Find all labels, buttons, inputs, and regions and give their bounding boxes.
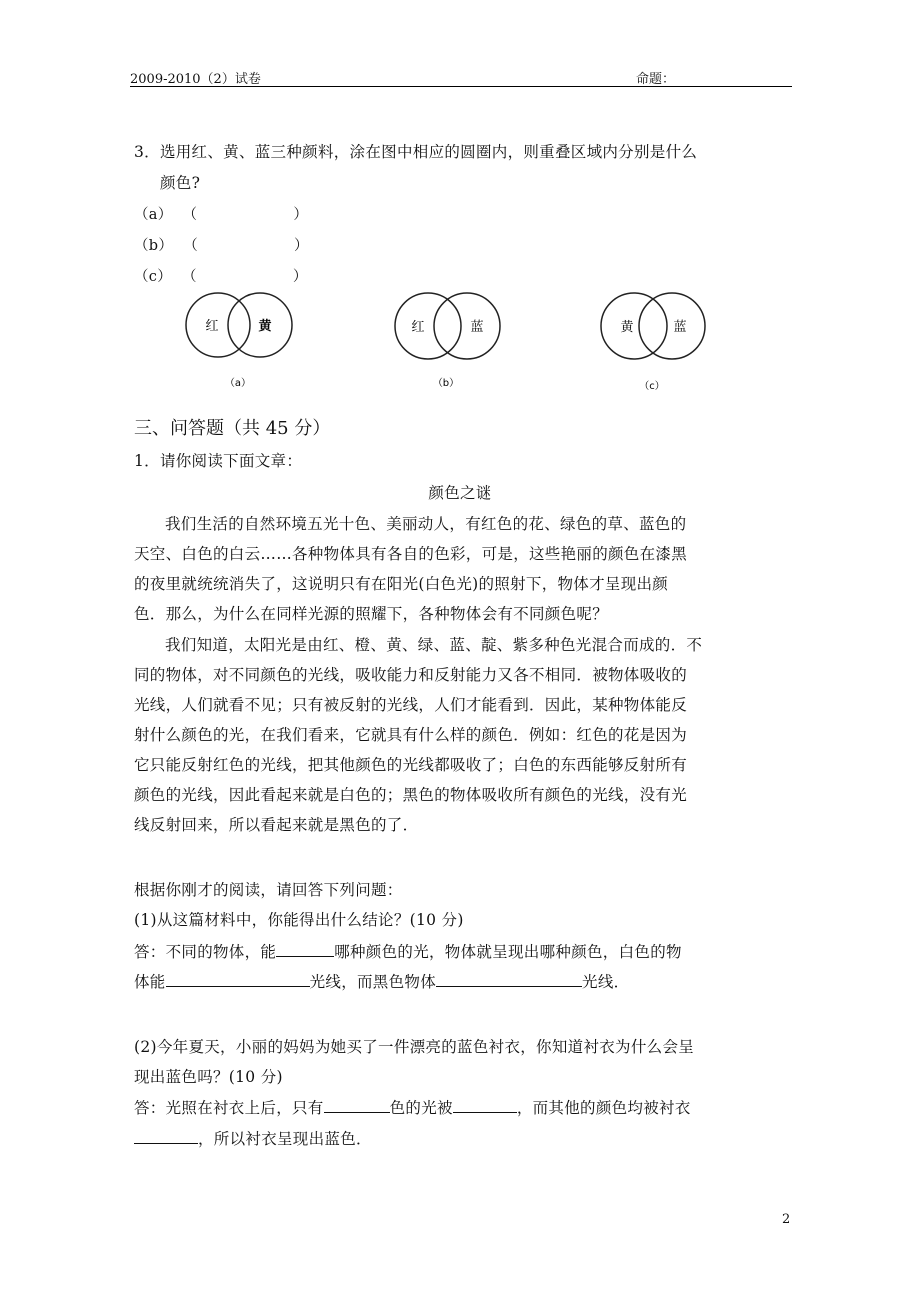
q3-blank-a-label: （a） bbox=[134, 207, 173, 223]
sub1-ans1-a: 答：不同的物体，能 bbox=[134, 943, 277, 961]
q3-blank-b-label: （b） bbox=[134, 238, 174, 254]
q1-intro: 1．请你阅读下面文章： bbox=[134, 452, 303, 470]
sub1-ans2-c: 光线． bbox=[582, 973, 630, 991]
sub1-ans2-a: 体能 bbox=[134, 973, 166, 991]
para2-line5: 它只能反射红色的光线，把其他颜色的光线都吸收了；白色的东西能够反射所有 bbox=[134, 756, 688, 774]
sub1-answer-line1 bbox=[134, 940, 682, 962]
q3-blank-b-close: ） bbox=[294, 238, 309, 254]
q3-blank-b-open: （ bbox=[183, 238, 198, 254]
sub2-question-line1: (2)今年夏天，小丽的妈妈为她买了一件漂亮的蓝色衬衣，你知道衬衣为什么会呈 bbox=[134, 1038, 695, 1056]
header-author-label: 命题： bbox=[636, 72, 676, 87]
venn-b-left-label: 红 bbox=[411, 320, 425, 335]
para1-line4: 色．那么，为什么在同样光源的照耀下，各种物体会有不同颜色呢？ bbox=[134, 605, 609, 623]
para2-line2: 同的物体，对不同颜色的光线，吸收能力和反射能力又各不相同．被物体吸收的 bbox=[134, 666, 688, 684]
sub2-ans2-a: ，所以衬衣呈现出蓝色． bbox=[198, 1130, 372, 1148]
para2-line4: 射什么颜色的光，在我们看来，它就具有什么样的颜色．例如：红色的花是因为 bbox=[134, 726, 688, 744]
answer-prompt: 根据你刚才的阅读，请回答下列问题： bbox=[134, 881, 403, 899]
para2-line7: 线反射回来，所以看起来就是黑色的了． bbox=[134, 816, 419, 834]
sub1-question: (1)从这篇材料中，你能得出什么结论？(10 分) bbox=[134, 911, 464, 929]
q3-blank-c-close: ） bbox=[292, 269, 308, 285]
sub1-ans1-b: 哪种颜色的光，物体就呈现出哪种颜色，白色的物 bbox=[334, 943, 682, 961]
q3-blank-c-open: （ bbox=[182, 269, 197, 285]
venn-a-caption: （a） bbox=[224, 378, 252, 389]
q3-blank-b bbox=[134, 234, 309, 255]
header-exam-title: 2009-2010（2）试卷 bbox=[130, 72, 261, 87]
venn-c-right-label: 蓝 bbox=[673, 320, 687, 335]
sub1-ans2-b: 光线，而黑色物体 bbox=[309, 973, 437, 991]
sub2-ans1-c: ，而其他的颜色均被衬衣 bbox=[516, 1099, 691, 1117]
sub1-blank-1[interactable] bbox=[276, 942, 334, 957]
venn-diagram-a bbox=[186, 293, 292, 389]
page-number: 2 bbox=[782, 1212, 791, 1227]
venn-diagram-b bbox=[395, 293, 500, 389]
para2-line6: 颜色的光线，因此看起来就是白色的；黑色的物体吸收所有颜色的光线，没有光 bbox=[134, 786, 688, 804]
q3-blank-a-close: ） bbox=[293, 207, 309, 223]
para1-line2: 天空、白色的白云……各种物体具有各自的色彩，可是，这些艳丽的颜色在漆黑 bbox=[134, 545, 688, 563]
para2-line3: 光线，人们就看不见；只有被反射的光线，人们才能看到．因此，某种物体能反 bbox=[134, 696, 688, 714]
sub1-answer-line2 bbox=[134, 970, 629, 992]
sub2-blank-3[interactable] bbox=[134, 1129, 198, 1144]
sub1-blank-3[interactable] bbox=[436, 972, 582, 987]
para1-line1: 我们生活的自然环境五光十色、美丽动人，有红色的花、绿色的草、蓝色的 bbox=[165, 515, 687, 533]
sub1-blank-2[interactable] bbox=[166, 972, 310, 987]
venn-c-caption: （c） bbox=[639, 381, 665, 392]
sub2-ans1-b: 色的光被 bbox=[389, 1099, 453, 1117]
para1-line3: 的夜里就统统消失了，这说明只有在阳光(白色光)的照射下，物体才呈现出颜 bbox=[134, 575, 669, 593]
venn-diagrams bbox=[0, 285, 920, 400]
sub2-answer-line2 bbox=[134, 1127, 372, 1149]
q3-blank-a-open: （ bbox=[182, 207, 198, 223]
q3-blank-a bbox=[134, 203, 308, 224]
q3-blank-c-label: （c） bbox=[134, 269, 173, 285]
venn-a-left-label: 红 bbox=[205, 319, 219, 334]
sub2-answer-line1 bbox=[134, 1096, 691, 1118]
q3-blank-c bbox=[134, 265, 308, 286]
q3-stem-line2: 颜色? bbox=[160, 174, 201, 192]
venn-b-right-label: 蓝 bbox=[470, 320, 484, 335]
venn-diagram-c bbox=[601, 293, 705, 392]
venn-b-caption: （b） bbox=[432, 378, 460, 389]
para2-line1: 我们知道，太阳光是由红、橙、黄、绿、蓝、靛、紫多种色光混合而成的．不 bbox=[165, 636, 703, 654]
article-title: 颜色之谜 bbox=[428, 484, 492, 502]
sub2-ans1-a: 答：光照在衬衣上后，只有 bbox=[134, 1099, 324, 1117]
q3-stem-line1: 3．选用红、黄、蓝三种颜料，涂在图中相应的圆圈内，则重叠区域内分别是什么 bbox=[134, 143, 698, 161]
venn-a-right-label: 黄 bbox=[258, 319, 272, 334]
sub2-blank-2[interactable] bbox=[453, 1098, 517, 1113]
venn-c-left-label: 黄 bbox=[620, 320, 634, 335]
section-title: 三、问答题（共 45 分） bbox=[134, 418, 331, 439]
sub2-question-line2: 现出蓝色吗？(10 分) bbox=[134, 1068, 283, 1086]
sub2-blank-1[interactable] bbox=[324, 1098, 390, 1113]
page-header bbox=[130, 66, 792, 87]
